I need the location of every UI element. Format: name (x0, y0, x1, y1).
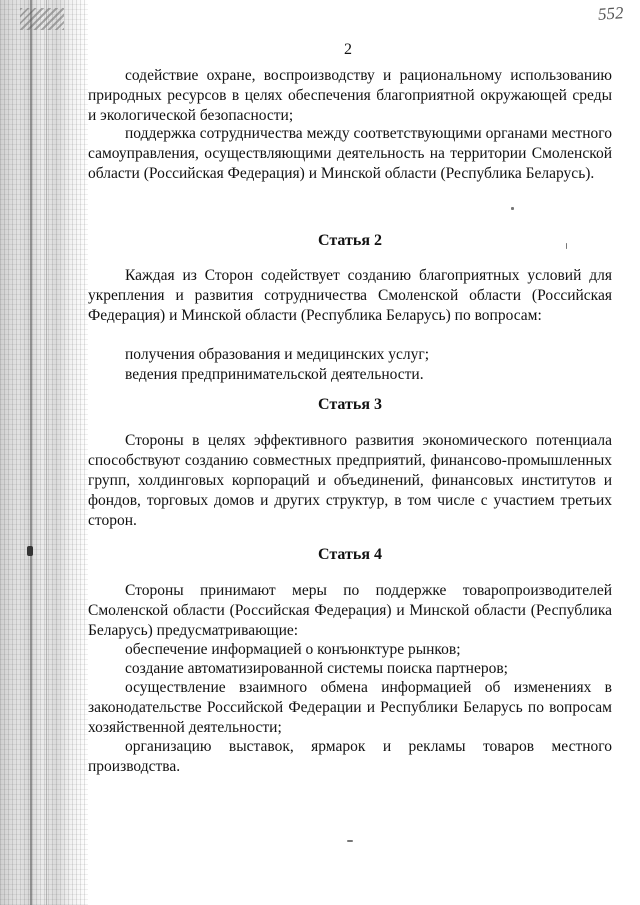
handwritten-page-number: 552 (597, 3, 625, 24)
paragraph-cooperation: поддержка сотрудничества между соответствующими органами местного самоуправления, осуществляющими деятельность на территории Смоленской области (Российская Федерация) и Минской области (Республика Беларусь). (88, 125, 612, 182)
scanned-binding-edge (0, 0, 88, 905)
binding-dot-mark (27, 546, 33, 556)
scan-speck (511, 207, 514, 210)
article-4-item: создание автоматизированной системы поиска партнеров; (125, 660, 508, 677)
article-4-item: обеспечение информацией о конъюнктуре рынков; (125, 641, 461, 658)
paragraph-protection: содействие охране, воспроизводству и рациональному использованию природных ресурсов в целях обеспечения благоприятной окружающей среды и экологической безопасности; (88, 67, 612, 124)
binding-clip-mark (20, 8, 64, 30)
article-3-heading: Статья 3 (318, 396, 382, 413)
article-4-heading: Статья 4 (318, 546, 382, 563)
article-2-intro: Каждая из Сторон содействует созданию благоприятных условий для укрепления и развития сотрудничества Смоленской области (Российская Федерация) и Минской области (Республика Беларусь) по вопросам: (88, 267, 612, 324)
binding-line-secondary (46, 0, 47, 905)
article-2-heading: Статья 2 (318, 232, 382, 249)
page-number: 2 (344, 41, 352, 58)
article-3-body: Стороны в целях эффективного развития экономического потенциала способствуют созданию совместных предприятий, финансово-промышленных групп, холдинговых корпораций и объединений, финансовых институтов и фондов, торговых домов и других структур, в том числе с участием третьих сторон. (88, 432, 612, 529)
scan-speck (566, 243, 567, 249)
article-4-intro: Стороны принимают меры по поддержке товаропроизводителей Смоленской области (Российская Федерация) и Минской области (Республика Беларусь) предусматривающие: (88, 582, 612, 639)
article-2-item: ведения предпринимательской деятельности. (125, 366, 424, 383)
article-4-item: организацию выставок, ярмарок и рекламы товаров местного производства. (88, 738, 612, 775)
article-4-item: осуществление взаимного обмена информацией об изменениях в законодательстве Российской Федерации и Республики Беларусь по вопросам хозяйственной деятельности; (88, 679, 612, 736)
binding-line (30, 0, 32, 905)
scan-speck (347, 840, 353, 842)
article-2-item: получения образования и медицинских услуг; (125, 346, 430, 363)
